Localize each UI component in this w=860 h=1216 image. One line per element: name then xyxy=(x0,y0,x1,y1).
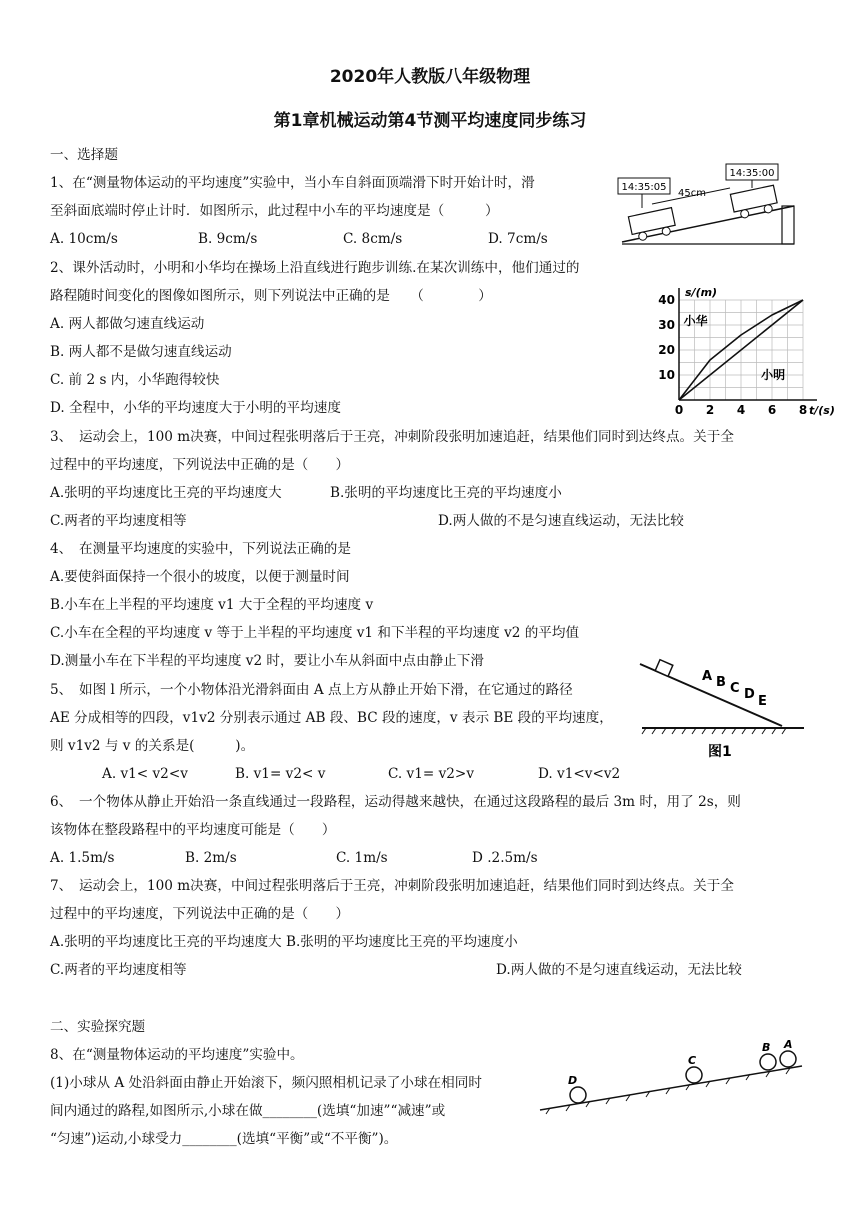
q1-clock-start: 14:35:00 xyxy=(729,168,775,179)
question-5-line-3: 则 v1v2 与 v 的关系是( )。 xyxy=(50,738,255,754)
series-label-xiaohua: 小华 xyxy=(683,314,708,328)
q4-option-d: D.测量小车在下半程的平均速度 v2 时，要让小车从斜面中点由静止下滑 xyxy=(50,653,484,669)
q1-clock-end: 14:35:05 xyxy=(621,182,667,193)
question-8-line-2: (1)小球从 A 处沿斜面由静止开始滚下，频闪照相机记录了小球在相同时 xyxy=(50,1075,482,1091)
q1-incline-figure xyxy=(612,160,800,246)
q2-option-a: A. 两人都做匀速直线运动 xyxy=(50,316,205,332)
question-6-line-1: 6、 一个物体从静止开始沿一条直线通过一段路程，运动得越来越快，在通过这段路程的最后 3m 时，用了 2s，则 xyxy=(50,794,741,810)
question-8-line-1: 8、在“测量物体运动的平均速度”实验中。 xyxy=(50,1047,304,1063)
x-tick-label: 2 xyxy=(705,403,715,417)
q8-point-c: C xyxy=(688,1054,697,1067)
q2-distance-time-chart xyxy=(645,276,845,418)
q6-option-a: A. 1.5m/s xyxy=(50,850,115,866)
q4-option-b: B.小车在上半程的平均速度 v1 大于全程的平均速度 v xyxy=(50,597,374,613)
section-heading-2: 二、实验探究题 xyxy=(50,1019,146,1035)
q1-option-a: A. 10cm/s xyxy=(50,231,118,247)
q8-point-d: D xyxy=(568,1074,578,1087)
question-2-line-1: 2、课外活动时，小明和小华均在操场上沿直线进行跑步训练.在某次训练中，他们通过的 xyxy=(50,260,580,276)
y-tick-label: 10 xyxy=(658,368,675,382)
q5-incline-figure xyxy=(634,650,810,762)
q2-option-b: B. 两人都不是做匀速直线运动 xyxy=(50,344,232,360)
q1-option-c: C. 8cm/s xyxy=(343,231,403,247)
chart-svg xyxy=(645,276,845,418)
question-4-line-1: 4、 在测量平均速度的实验中，下列说法正确的是 xyxy=(50,541,351,557)
page-title: 2020年人教版八年级物理 xyxy=(329,67,531,87)
x-tick-label: 6 xyxy=(767,403,777,417)
y-tick-label: 30 xyxy=(658,318,675,332)
question-7-line-2: 过程中的平均速度，下列说法中正确的是（ ） xyxy=(50,906,350,922)
q2-option-d: D. 全程中，小华的平均速度大于小明的平均速度 xyxy=(50,400,341,416)
q6-option-d: D .2.5m/s xyxy=(472,850,538,866)
x-tick-label: 8 xyxy=(798,403,808,417)
question-3-line-1: 3、 运动会上，100 m决赛，中间过程张明落后于王亮，冲刺阶段张明加速追赶，结果他们同时到达终点。关于全 xyxy=(50,429,734,445)
q4-option-a: A.要使斜面保持一个很小的坡度，以便于测量时间 xyxy=(50,569,350,585)
question-6-line-2: 该物体在整段路程中的平均速度可能是（ ） xyxy=(50,822,336,838)
q5-option-d: D. v1<v<v2 xyxy=(538,766,621,782)
q3-option-c: C.两者的平均速度相等 xyxy=(50,513,187,529)
q3-option-d: D.两人做的不是匀速直线运动，无法比较 xyxy=(438,513,684,529)
q8-point-a: A xyxy=(784,1038,793,1051)
q7-option-c: C.两者的平均速度相等 xyxy=(50,962,187,978)
question-7-line-1: 7、 运动会上，100 m决赛，中间过程张明落后于王亮，冲刺阶段张明加速追赶，结果他们同时到达终点。关于全 xyxy=(50,878,734,894)
question-5-line-1: 5、 如图 l 所示，一个小物体沿光滑斜面由 A 点上方从静止开始下滑，在它通过的路径 xyxy=(50,682,573,698)
q6-option-c: C. 1m/s xyxy=(336,850,388,866)
q4-option-c: C.小车在全程的平均速度 v 等于上半程的平均速度 v1 和下半程的平均速度 v2 的平均值 xyxy=(50,625,580,641)
page-subtitle: 第1章机械运动第4节测平均速度同步练习 xyxy=(273,111,587,131)
q5-option-a: A. v1< v2<v xyxy=(102,766,188,782)
question-3-line-2: 过程中的平均速度，下列说法中正确的是（ ） xyxy=(50,457,350,473)
question-8-line-3: 间内通过的路程,如图所示,小球在做________(选填“加速”“减速”或 xyxy=(50,1103,446,1119)
question-2-line-2: 路程随时间变化的图像如图所示，则下列说法中正确的是 （ ） xyxy=(50,288,492,304)
q8-incline-figure xyxy=(536,1036,808,1118)
q8-point-b: B xyxy=(762,1041,771,1054)
q1-option-d: D. 7cm/s xyxy=(488,231,548,247)
q5-point-b: B xyxy=(716,675,726,690)
x-tick-label: 4 xyxy=(736,403,746,417)
question-8-line-4: “匀速”)运动,小球受力________(选填“平衡”或“不平衡”)。 xyxy=(50,1131,398,1147)
y-tick-label: 40 xyxy=(658,293,675,307)
y-axis-label: s/(m) xyxy=(685,286,718,299)
q3-option-a: A.张明的平均速度比王亮的平均速度大 xyxy=(50,485,282,501)
x-tick-label: 0 xyxy=(674,403,684,417)
q1-distance-label: 45cm xyxy=(678,188,706,199)
q5-point-a: A xyxy=(702,669,713,684)
q5-point-c: C xyxy=(730,681,740,696)
q5-option-c: C. v1= v2>v xyxy=(388,766,474,782)
question-1-line-2: 至斜面底端时停止计时．如图所示，此过程中小车的平均速度是（ ） xyxy=(50,203,499,219)
q5-point-e: E xyxy=(758,694,767,709)
section-heading: 一、选择题 xyxy=(50,147,118,163)
q7-option-d: D.两人做的不是匀速直线运动，无法比较 xyxy=(496,962,742,978)
q2-option-c: C. 前 2 s 内，小华跑得较快 xyxy=(50,372,220,388)
q3-option-b: B.张明的平均速度比王亮的平均速度小 xyxy=(330,485,562,501)
q5-figure-caption: 图1 xyxy=(708,744,732,760)
q5-option-b: B. v1= v2< v xyxy=(235,766,326,782)
q7-option-a-b: A.张明的平均速度比王亮的平均速度大 B.张明的平均速度比王亮的平均速度小 xyxy=(50,934,518,950)
q6-option-b: B. 2m/s xyxy=(185,850,237,866)
series-label-xiaoming: 小明 xyxy=(761,367,786,382)
y-tick-label: 20 xyxy=(658,343,675,357)
q5-point-d: D xyxy=(744,687,755,702)
x-axis-label: t/(s) xyxy=(809,404,835,417)
question-5-line-2: AE 分成相等的四段，v1v2 分别表示通过 AB 段、BC 段的速度，v 表示 BE 段的平均速度， xyxy=(50,710,613,726)
q1-option-b: B. 9cm/s xyxy=(198,231,258,247)
question-1-line-1: 1、在“测量物体运动的平均速度”实验中，当小车自斜面顶端滑下时开始计时，滑 xyxy=(50,175,535,191)
